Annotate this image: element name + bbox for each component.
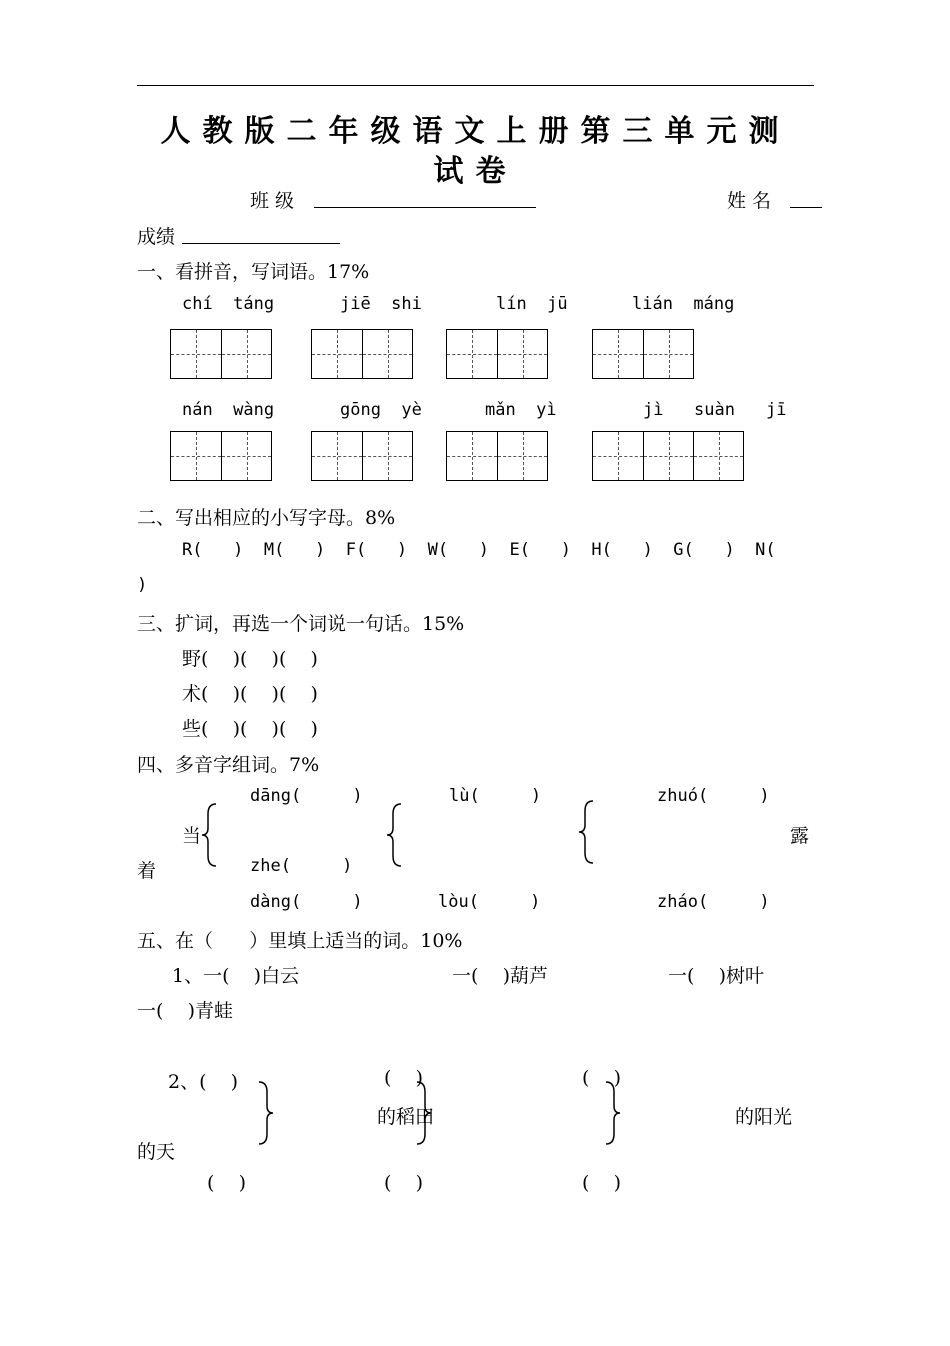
lu-top: lù( ): [449, 786, 542, 806]
q1-part-1: 1、一( )白云: [172, 965, 300, 987]
section-1-heading: 一、看拼音，写词语。17%: [137, 261, 370, 283]
q2-bottom-3: ( ): [582, 1172, 621, 1194]
writing-grid[interactable]: [170, 329, 272, 379]
left-brace: [385, 802, 405, 868]
pinyin-jieshi: jiē shi: [340, 294, 422, 314]
letters-line-close: ): [137, 575, 148, 595]
name-label: 姓 名: [727, 190, 772, 212]
zhe-mid: zhe( ): [250, 856, 353, 876]
right-brace: [255, 1080, 275, 1146]
expand-line-xie: 些( )( )( ): [182, 718, 318, 740]
class-label: 班 级: [250, 190, 295, 212]
zhuo-top: zhuó( ): [657, 786, 770, 806]
right-brace: [602, 1080, 622, 1146]
q2-top-2: ( ): [384, 1067, 423, 1089]
writing-grid[interactable]: [170, 431, 272, 481]
char-lu: 露: [790, 825, 810, 847]
pinyin-ji: jì: [643, 400, 664, 420]
section-5-heading: 五、在（ ）里填上适当的词。10%: [137, 930, 463, 952]
top-rule: [137, 85, 814, 86]
writing-grid[interactable]: [446, 329, 548, 379]
section-2-heading: 二、写出相应的小写字母。8%: [137, 507, 396, 529]
page-title: 人教版二年级语文上册第三单元测: [160, 114, 791, 149]
expand-line-ye: 野( )( )( ): [182, 648, 318, 670]
dang-bottom: dàng( ): [250, 892, 363, 912]
pinyin-lianmang: lián máng: [632, 294, 735, 314]
pinyin-chitang: chí táng: [182, 294, 275, 314]
score-label: 成绩: [137, 226, 176, 248]
char-dang: 当: [182, 825, 202, 847]
section-3-heading: 三、扩词，再选一个词说一句话。15%: [137, 613, 465, 635]
writing-grid[interactable]: [446, 431, 548, 481]
name-blank: [790, 207, 822, 208]
q2-wrap: 的天: [137, 1141, 176, 1163]
pinyin-linju: lín jū: [496, 294, 568, 314]
q2-mid-1: 的稻田: [377, 1106, 435, 1128]
score-blank: [182, 243, 340, 244]
q2-bottom-1: ( ): [207, 1172, 246, 1194]
q2-top-1: 2、( ): [168, 1071, 239, 1093]
left-brace: [200, 802, 220, 868]
class-blank: [314, 207, 536, 208]
zhao-bottom: zháo( ): [657, 892, 770, 912]
letters-line: R( ) M( ) F( ) W( ) E( ) H( ) G( ) N(: [182, 540, 776, 560]
q2-mid-2: 的阳光: [735, 1106, 793, 1128]
pinyin-manyi: mǎn yì: [485, 400, 557, 420]
char-zhe: 着: [137, 860, 157, 882]
page-title-continued: 试卷: [433, 154, 518, 189]
writing-grid[interactable]: [592, 329, 694, 379]
pinyin-nanwang: nán wàng: [182, 400, 275, 420]
q2-bottom-2: ( ): [384, 1172, 423, 1194]
q1-part-3: 一( )树叶: [668, 965, 764, 987]
pinyin-suan: suàn: [694, 400, 735, 420]
q1-part-4: 一( )青蛙: [137, 1000, 233, 1022]
expand-line-shu: 术( )( )( ): [182, 683, 318, 705]
q2-top-3: ( ): [582, 1067, 621, 1089]
section-4-heading: 四、多音字组词。7%: [137, 754, 320, 776]
left-brace: [577, 799, 597, 865]
dang-top: dāng( ): [250, 786, 363, 806]
lou-bottom: lòu( ): [438, 892, 541, 912]
pinyin-ji2: jī: [766, 400, 787, 420]
right-brace: [413, 1080, 433, 1146]
pinyin-gongye: gōng yè: [340, 400, 422, 420]
writing-grid[interactable]: [311, 431, 413, 481]
writing-grid[interactable]: [592, 431, 744, 481]
writing-grid[interactable]: [311, 329, 413, 379]
q1-part-2: 一( )葫芦: [452, 965, 548, 987]
